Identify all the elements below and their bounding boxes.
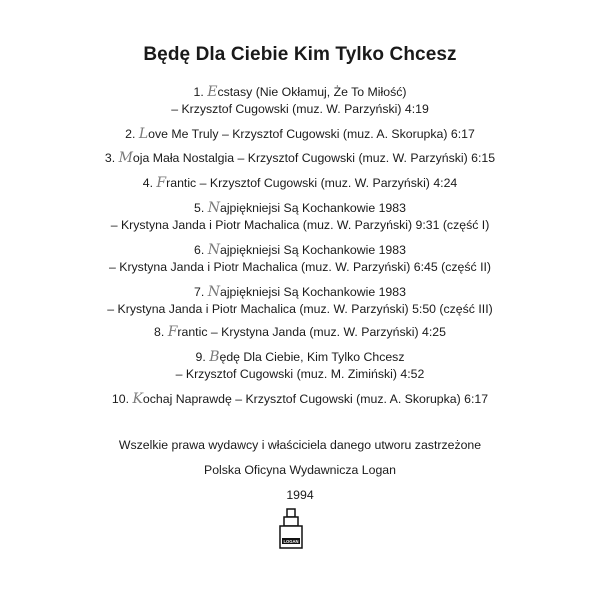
- track-number: 10.: [111, 392, 130, 406]
- track-credits: – Krystyna Janda i Piotr Machalica (muz. W. Parzyński) 9:31 (część I): [110, 218, 490, 232]
- track-initial: E: [207, 84, 218, 100]
- track-line: [0, 200, 600, 217]
- track-initial: K: [132, 391, 143, 407]
- track-title: ędę Dla Ciebie, Kim Tylko Chcesz: [219, 350, 405, 364]
- track-credits: – Krystyna Janda i Piotr Machalica (muz. W. Parzyński) 6:45 (część II): [108, 260, 491, 274]
- track-title: cstasy (Nie Okłamuj, Że To Miłość): [217, 85, 407, 99]
- track-title: ajpiękniejsi Są Kochankowie 1983: [219, 201, 406, 215]
- track-title: ove Me Truly – Krzysztof Cugowski (muz. A. Skorupka) 6:17: [148, 127, 475, 141]
- track-initial: F: [167, 324, 178, 340]
- track-item: [0, 200, 600, 234]
- logan-logo-icon: [279, 508, 303, 550]
- track-credits: – Krzysztof Cugowski (muz. M. Zimiński) 4:52: [175, 367, 425, 381]
- track-line: [0, 84, 600, 101]
- track-number: 8.: [154, 325, 165, 339]
- track-line: [0, 349, 600, 366]
- rights-notice: Wszelkie prawa wydawcy i właściciela danego utworu zastrzeżone: [118, 438, 482, 452]
- track-initial: B: [209, 349, 220, 365]
- track-item: [0, 349, 600, 383]
- track-initial: N: [207, 284, 220, 300]
- track-number: 2.: [125, 127, 136, 141]
- track-title: oja Mała Nostalgia – Krzysztof Cugowski (muz. W. Parzyński) 6:15: [132, 151, 496, 165]
- track-item: [0, 324, 600, 341]
- track-number: 1.: [193, 85, 204, 99]
- track-number: 9.: [195, 350, 206, 364]
- track-line: [0, 324, 600, 341]
- album-title: Będę Dla Ciebie Kim Tylko Chcesz: [143, 44, 457, 65]
- track-line: [0, 175, 600, 192]
- track-title: ochaj Naprawdę – Krzysztof Cugowski (muz. A. Skorupka) 6:17: [142, 392, 489, 406]
- track-number: 5.: [194, 201, 205, 215]
- track-title: ajpiękniejsi Są Kochankowie 1983: [219, 285, 406, 299]
- track-number: 3.: [104, 151, 116, 165]
- track-number: 4.: [142, 176, 153, 190]
- publisher-name: Polska Oficyna Wydawnicza Logan: [204, 463, 396, 477]
- track-title: ajpiękniejsi Są Kochankowie 1983: [219, 243, 406, 257]
- logo-text: LOGAN: [283, 539, 299, 544]
- release-year: 1994: [286, 488, 314, 502]
- track-title: rantic – Krzysztof Cugowski (muz. W. Parzyński) 4:24: [166, 176, 458, 190]
- track-credits: – Krzysztof Cugowski (muz. W. Parzyński) 4:19: [171, 102, 429, 116]
- track-item: [0, 391, 600, 408]
- track-initial: N: [207, 200, 220, 216]
- track-item: [0, 284, 600, 318]
- track-item: [0, 126, 600, 143]
- track-item: [0, 242, 600, 276]
- track-item: [0, 175, 600, 192]
- track-item: [0, 150, 600, 167]
- track-number: 7.: [194, 285, 205, 299]
- track-credits: – Krystyna Janda i Piotr Machalica (muz. W. Parzyński) 5:50 (część III): [107, 302, 493, 316]
- track-line: [0, 126, 600, 143]
- track-line: [0, 284, 600, 301]
- track-line: [0, 242, 600, 259]
- track-number: 6.: [194, 243, 205, 257]
- track-initial: M: [118, 150, 133, 166]
- track-initial: N: [207, 242, 220, 258]
- track-initial: L: [138, 126, 149, 142]
- track-item: [0, 84, 600, 118]
- track-line: [0, 391, 600, 408]
- track-initial: F: [156, 175, 167, 191]
- track-line: [0, 150, 600, 167]
- track-title: rantic – Krystyna Janda (muz. W. Parzyński) 4:25: [177, 325, 446, 339]
